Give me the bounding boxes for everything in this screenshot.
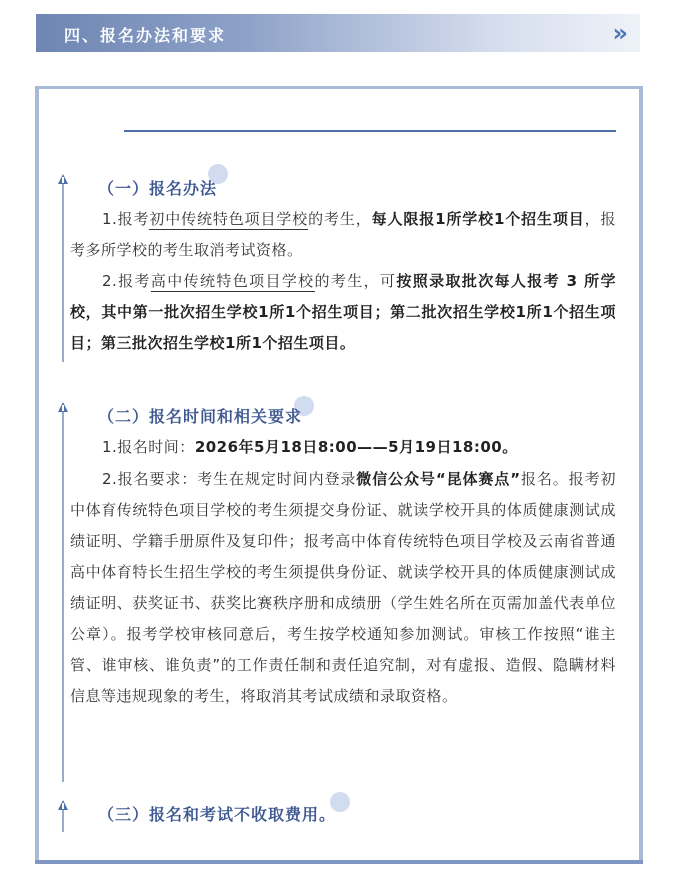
item-text: ，报考多所学校的考生取消考试资格。 — [70, 210, 616, 259]
arrow-up-icon — [58, 800, 68, 810]
item-text: 2.报名要求：考生在规定时间内登录 — [102, 470, 357, 488]
arrow-up-icon — [58, 402, 68, 412]
section-1-item-1 — [70, 204, 616, 266]
frame-bottom-border — [35, 860, 643, 864]
item-text: 1.报名时间： — [102, 438, 195, 456]
section-header-title: 四、报名办法和要求 — [64, 26, 227, 45]
underlined-text: 高中传统特色项目学校 — [150, 272, 315, 290]
item-text: 报名。报考初中体育传统特色项目学校的考生须提交身份证、就读学校开具的体质健康测试成绩证明、学籍手册原件及复印件；报考高中体育传统特色项目学校及云南省普通高中体育特长生招生学校的考生须提供身份证、就读学校开具的体质健康测试成绩证明、获奖证书、获奖比赛秩序册和成绩册（学生姓名所在页需加盖代表单位公章）。报考学校审核同意后，考生按学校通知参加测试。审核工作按照“谁主管、谁审核、谁负责”的工作责任制和责任追究制，对有虚报、造假、隐瞒材料信息等违规现象的考生，将取消其考试成绩和录取资格。 — [70, 470, 616, 705]
item-text: 的考生，可 — [314, 272, 397, 290]
double-chevron-icon: » — [612, 19, 628, 47]
section-2-title: （二）报名时间和相关要求 — [98, 407, 303, 426]
section-2-item-1 — [70, 432, 616, 463]
underlined-text: 初中传统特色项目学校 — [149, 210, 309, 228]
section-2-item-2 — [70, 464, 616, 712]
arrow-up-icon — [58, 174, 68, 184]
bold-text: 2026年5月18日8:00——5月19日18:00。 — [194, 438, 518, 456]
decorative-top-line — [124, 130, 616, 132]
section-1-item-2 — [70, 266, 616, 359]
section-3-title: （三）报名和考试不收取费用。 — [98, 805, 337, 824]
bold-text: 每人限报1所学校1个招生项目 — [371, 210, 585, 228]
section-side-line — [62, 412, 64, 782]
section-side-line — [62, 184, 64, 362]
section-1-title: （一）报名办法 — [98, 179, 218, 198]
item-text: 2.报考 — [102, 272, 151, 290]
section-side-line — [62, 810, 64, 832]
bold-text: 微信公众号“昆体赛点” — [356, 470, 521, 488]
item-text: 的考生， — [308, 210, 372, 228]
bold-text: 按照录取批次每人报考 3 所学校，其中第一批次招生学校1所1个招生项目；第二批次招生学校1所1个招生项目；第三批次招生学校1所1个招生项目。 — [70, 272, 616, 352]
section-header-bar — [36, 14, 640, 52]
item-text: 1.报考 — [102, 210, 150, 228]
